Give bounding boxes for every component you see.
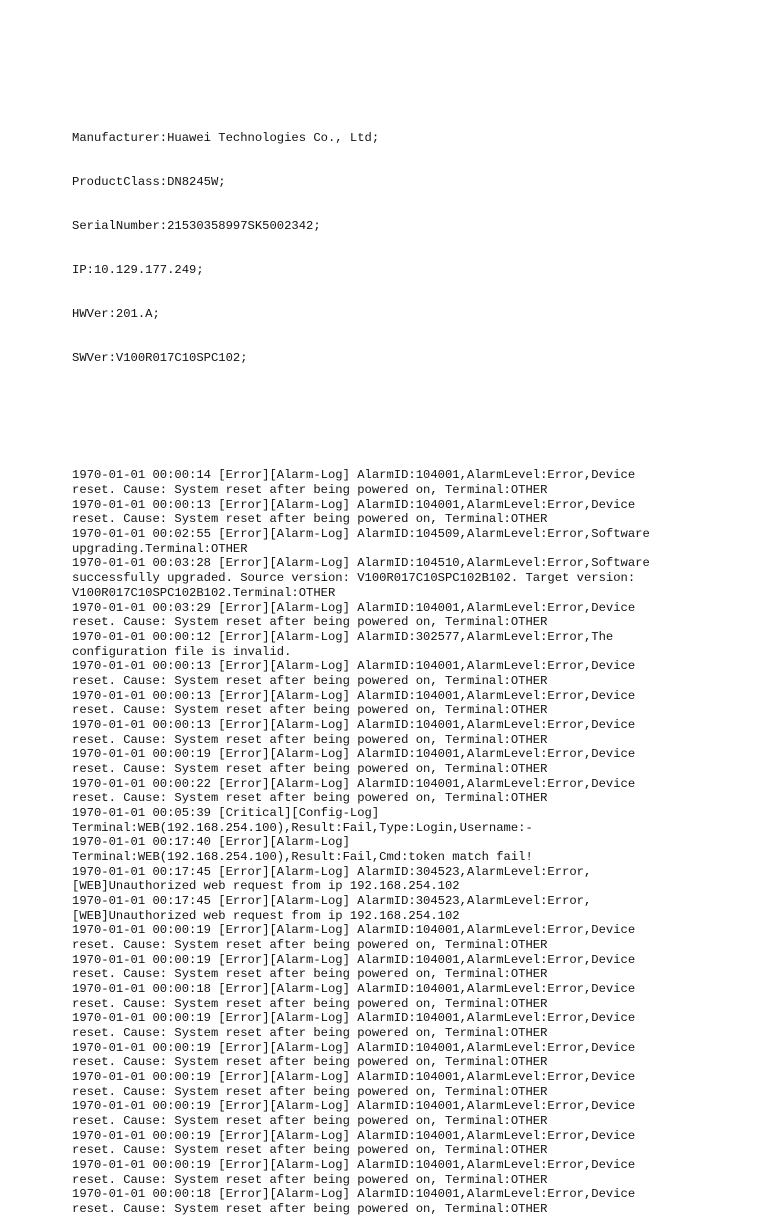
log-line: V100R017C10SPC102B102.Terminal:OTHER <box>72 585 336 600</box>
spacer <box>72 424 752 439</box>
log-line: configuration file is invalid. <box>72 644 292 659</box>
log-line: 1970-01-01 00:00:13 [Error][Alarm-Log] AlarmID:104001,AlarmLevel:Error,Device <box>72 497 636 512</box>
log-line: 1970-01-01 00:00:19 [Error][Alarm-Log] AlarmID:104001,AlarmLevel:Error,Device <box>72 1099 636 1114</box>
log-line: reset. Cause: System reset after being powered on, Terminal:OTHER <box>72 1084 548 1099</box>
log-line: reset. Cause: System reset after being powered on, Terminal:OTHER <box>72 483 548 498</box>
log-line: 1970-01-01 00:17:40 [Error][Alarm-Log] <box>72 835 350 850</box>
log-line: 1970-01-01 00:00:19 [Error][Alarm-Log] AlarmID:104001,AlarmLevel:Error,Device <box>72 747 636 762</box>
log-line: 1970-01-01 00:00:14 [Error][Alarm-Log] AlarmID:104001,AlarmLevel:Error,Device <box>72 468 636 483</box>
sw-version-line: SWVer:V100R017C10SPC102; <box>72 350 248 365</box>
log-line: 1970-01-01 00:00:18 [Error][Alarm-Log] AlarmID:104001,AlarmLevel:Error,Device <box>72 1187 636 1202</box>
log-line: [WEB]Unauthorized web request from ip 192.168.254.102 <box>72 879 460 894</box>
log-line: 1970-01-01 00:00:13 [Error][Alarm-Log] AlarmID:104001,AlarmLevel:Error,Device <box>72 688 636 703</box>
alarm-log-list <box>72 468 752 1216</box>
log-line: reset. Cause: System reset after being powered on, Terminal:OTHER <box>72 673 548 688</box>
log-line: 1970-01-01 00:00:19 [Error][Alarm-Log] AlarmID:104001,AlarmLevel:Error,Device <box>72 1070 636 1084</box>
log-line: reset. Cause: System reset after being powered on, Terminal:OTHER <box>72 761 548 776</box>
log-line: 1970-01-01 00:00:22 [Error][Alarm-Log] AlarmID:104001,AlarmLevel:Error,Device <box>72 776 636 791</box>
log-line: 1970-01-01 00:00:13 [Error][Alarm-Log] AlarmID:104001,AlarmLevel:Error,Device <box>72 659 636 674</box>
log-line: 1970-01-01 00:00:19 [Error][Alarm-Log] AlarmID:104001,AlarmLevel:Error,Device <box>72 923 636 938</box>
log-line: reset. Cause: System reset after being powered on, Terminal:OTHER <box>72 1172 548 1187</box>
log-line: 1970-01-01 00:00:13 [Error][Alarm-Log] AlarmID:104001,AlarmLevel:Error,Device <box>72 717 636 732</box>
log-document <box>72 72 752 1231</box>
log-line: Terminal:WEB(192.168.254.100),Result:Fail,Type:Login,Username:- <box>72 820 533 835</box>
log-line: reset. Cause: System reset after being powered on, Terminal:OTHER <box>72 1055 548 1070</box>
log-line: 1970-01-01 00:02:55 [Error][Alarm-Log] AlarmID:104509,AlarmLevel:Error,Software <box>72 527 650 542</box>
log-line: reset. Cause: System reset after being powered on, Terminal:OTHER <box>72 967 548 982</box>
manufacturer-line: Manufacturer:Huawei Technologies Co., Ltd; <box>72 130 380 145</box>
log-line: 1970-01-01 00:00:12 [Error][Alarm-Log] AlarmID:302577,AlarmLevel:Error,The <box>72 629 614 644</box>
ip-line: IP:10.129.177.249; <box>72 262 204 277</box>
log-line: reset. Cause: System reset after being powered on, Terminal:OTHER <box>72 512 548 527</box>
log-line: 1970-01-01 00:00:19 [Error][Alarm-Log] AlarmID:104001,AlarmLevel:Error,Device <box>72 1128 636 1143</box>
log-line: 1970-01-01 00:17:45 [Error][Alarm-Log] AlarmID:304523,AlarmLevel:Error, <box>72 893 592 908</box>
log-line: 1970-01-01 00:03:29 [Error][Alarm-Log] AlarmID:104001,AlarmLevel:Error,Device <box>72 600 636 615</box>
log-line: reset. Cause: System reset after being powered on, Terminal:OTHER <box>72 1025 548 1040</box>
log-line: 1970-01-01 00:00:19 [Error][Alarm-Log] AlarmID:104001,AlarmLevel:Error,Device <box>72 952 636 967</box>
log-line: 1970-01-01 00:00:19 [Error][Alarm-Log] AlarmID:104001,AlarmLevel:Error,Device <box>72 1040 636 1055</box>
product-class-line: ProductClass:DN8245W; <box>72 174 226 189</box>
log-line: reset. Cause: System reset after being powered on, Terminal:OTHER <box>72 1143 548 1158</box>
log-line: Terminal:WEB(192.168.254.100),Result:Fail,Cmd:token match fail! <box>72 849 533 864</box>
log-line: successfully upgraded. Source version: V100R017C10SPC102B102. Target version: <box>72 571 636 586</box>
log-line: reset. Cause: System reset after being powered on, Terminal:OTHER <box>72 791 548 806</box>
device-info-header <box>72 101 752 395</box>
log-line: upgrading.Terminal:OTHER <box>72 541 248 556</box>
log-line: reset. Cause: System reset after being powered on, Terminal:OTHER <box>72 1202 548 1217</box>
log-line: 1970-01-01 00:00:19 [Error][Alarm-Log] AlarmID:104001,AlarmLevel:Error,Device <box>72 1158 636 1173</box>
serial-number-line: SerialNumber:21530358997SK5002342; <box>72 218 321 233</box>
log-line: 1970-01-01 00:05:39 [Critical][Config-Log] <box>72 805 380 820</box>
log-line: 1970-01-01 00:00:19 [Error][Alarm-Log] AlarmID:104001,AlarmLevel:Error,Device <box>72 1011 636 1026</box>
log-line: reset. Cause: System reset after being powered on, Terminal:OTHER <box>72 996 548 1011</box>
log-line: [WEB]Unauthorized web request from ip 192.168.254.102 <box>72 908 460 923</box>
log-line: reset. Cause: System reset after being powered on, Terminal:OTHER <box>72 703 548 718</box>
log-line: reset. Cause: System reset after being powered on, Terminal:OTHER <box>72 615 548 630</box>
log-line: 1970-01-01 00:00:18 [Error][Alarm-Log] AlarmID:104001,AlarmLevel:Error,Device <box>72 981 636 996</box>
log-line: 1970-01-01 00:03:28 [Error][Alarm-Log] AlarmID:104510,AlarmLevel:Error,Software <box>72 556 650 571</box>
log-line: reset. Cause: System reset after being powered on, Terminal:OTHER <box>72 732 548 747</box>
hw-version-line: HWVer:201.A; <box>72 306 160 321</box>
log-line: reset. Cause: System reset after being powered on, Terminal:OTHER <box>72 1114 548 1129</box>
log-line: reset. Cause: System reset after being powered on, Terminal:OTHER <box>72 937 548 952</box>
log-line: 1970-01-01 00:17:45 [Error][Alarm-Log] AlarmID:304523,AlarmLevel:Error, <box>72 864 592 879</box>
